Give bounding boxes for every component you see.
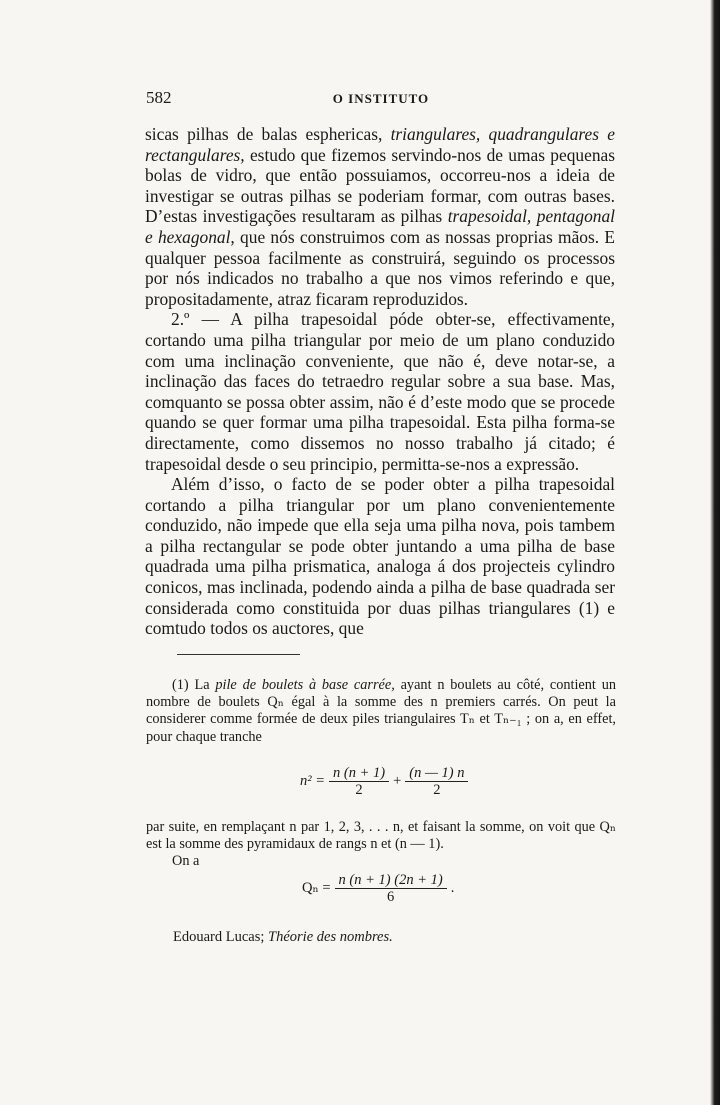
page-header: [146, 88, 616, 110]
footnote-continuation: par suite, en remplaçant n par 1, 2, 3, . . . n, et faisant la somme, on voit que Qₙ est la somme des pyramidaux de rangs n et (n — 1). On a: [146, 819, 616, 870]
paragraph-3: Além d’isso, o facto de se poder obter a pilha trapesoidal cortando a pilha triangular por um plano convenientemente conduzido, não impede que ella seja uma pilha nova, pois tambem a pilha rectangular se pode obter juntando a uma pilha de base quadrada uma pilha prismatica, analoga á dos projecteis cylindro conicos, mas inclinada, podendo ainda a pilha de base quadrada ser considerada como constituida por duas pilhas triangulares (1) e comtudo todos os auctores, que: [145, 474, 615, 639]
footnote-signature: Edouard Lucas; Théorie des nombres.: [173, 929, 393, 945]
formula-tranche: n² = $\frac{n (n + 1)}{2}$ + $\frac{(n — 1) n}{2}$: [300, 765, 468, 798]
formula-qn: Qₙ = $\frac{n (n + 1) (2n + 1)}{6}$ .: [302, 872, 455, 905]
footnote: [146, 677, 616, 746]
main-text: [145, 124, 615, 639]
paragraph-2: 2.º — A pilha trapesoidal póde obter-se, effectivamente, cortando uma pilha triangular por meio de um plano conduzido com uma inclinação conveniente, que não é, deve notar-se, a inclinação das faces do tetraedro regular sobre a sua base. Mas, comquanto se possa obter assim, não é d’este modo que se procede quando se quer formar uma pilha trapesoidal. Esta pilha forma-se directamente, como dissemos no nosso trabalho já citado; é trapesoidal desde o seu principio, permitta-se-nos a expressão.: [145, 309, 615, 474]
paragraph-1: sicas pilhas de balas esphericas, triangulares, quadrangulares e rectangulares, estudo que fizemos servindo-nos de umas pequenas bolas de vidro, que então possuiamos, occorreu-nos a ideia de investigar se outras pilhas se poderiam formar, com outras bases. D’estas investigações resultaram as pilhas trapesoidal, pentagonal e hexagonal, que nós construimos com as nossas proprias mãos. E qualquer pessoa facilmente as construirá, seguindo os processos por nós indicados no trabalho a que nos vimos referindo e que, propositadamente, atraz ficaram reproduzidos.: [145, 124, 616, 309]
page-edge-shadow: [710, 0, 720, 1105]
footnote-text: (1) La pile de boulets à base carrée, ayant n boulets au côté, contient un nombre de boulets Qₙ égal à la somme des n premiers carrés. On peut la considerer comme formée de deux piles triangulaires Tₙ et Tₙ₋₁ ; on a, en effet, pour chaque tranche: [146, 677, 616, 745]
page-number: 582: [146, 88, 172, 107]
running-title: O INSTITUTO: [332, 91, 430, 106]
footnote-separator: [177, 654, 300, 655]
